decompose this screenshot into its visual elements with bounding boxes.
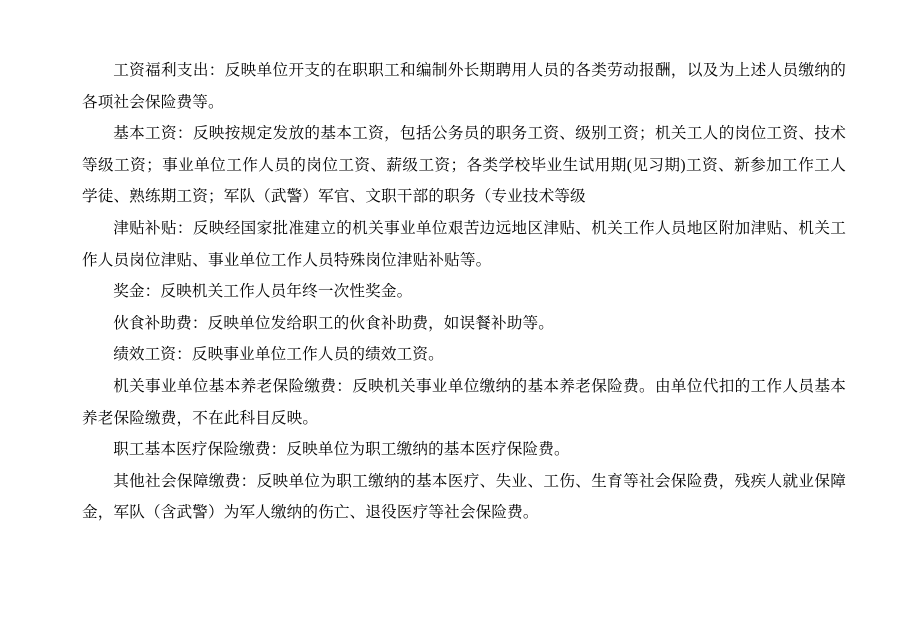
paragraph: 基本工资：反映按规定发放的基本工资，包括公务员的职务工资、级别工资；机关工人的岗位工资、技术等级工资；事业单位工作人员的岗位工资、薪级工资；各类学校毕业生试用期(见习期)工资、新参加工作工人学徒、熟练期工资；军队（武警）军官、文职干部的职务（专业技术等级 xyxy=(82,125,846,206)
paragraph: 职工基本医疗保险缴费：反映单位为职工缴纳的基本医疗保险费。 xyxy=(113,441,570,459)
paragraph: 其他社会保障缴费：反映单位为职工缴纳的基本医疗、失业、工伤、生育等社会保险费，残疾人就业保障金，军队（含武警）为军人缴纳的伤亡、退役医疗等社会保险费。 xyxy=(82,472,846,522)
paragraph: 机关事业单位基本养老保险缴费：反映机关事业单位缴纳的基本养老保险费。由单位代扣的工作人员基本养老保险缴费，不在此科目反映。 xyxy=(82,377,846,427)
paragraph: 绩效工资：反映事业单位工作人员的绩效工资。 xyxy=(113,346,444,364)
paragraph: 工资福利支出：反映单位开支的在职职工和编制外长期聘用人员的各类劳动报酬，以及为上述人员缴纳的各项社会保险费等。 xyxy=(82,62,846,111)
document-body xyxy=(82,55,846,529)
paragraph: 津贴补贴：反映经国家批准建立的机关事业单位艰苦边远地区津贴、机关工作人员地区附加津贴、机关工作人员岗位津贴、事业单位工作人员特殊岗位津贴补贴等。 xyxy=(82,219,846,269)
paragraph: 奖金：反映机关工作人员年终一次性奖金。 xyxy=(113,283,413,301)
paragraph: 伙食补助费：反映单位发给职工的伙食补助费，如误餐补助等。 xyxy=(113,314,555,332)
